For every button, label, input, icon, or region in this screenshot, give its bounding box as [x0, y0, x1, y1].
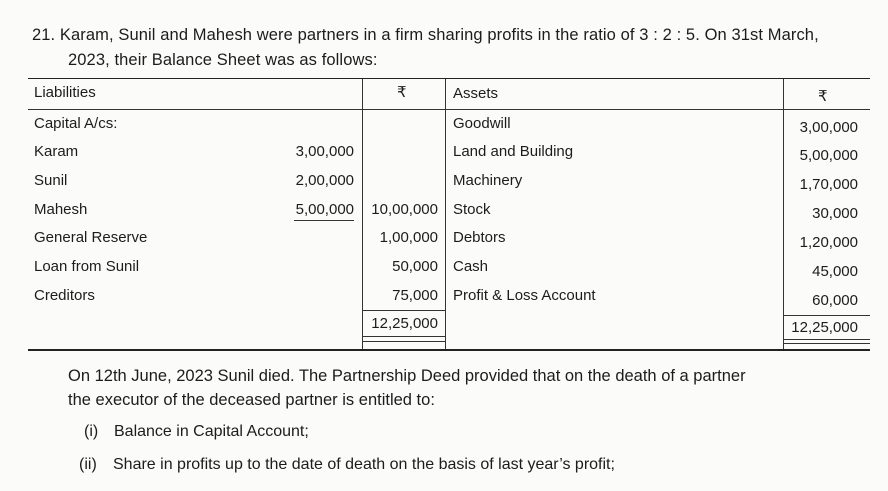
header-liabilities: Liabilities: [34, 84, 96, 101]
total-assets: 12,25,000: [791, 319, 858, 336]
asset-amount: 60,000: [812, 292, 858, 309]
asset-amount: 1,70,000: [799, 176, 858, 193]
item-number: (i): [84, 423, 99, 440]
asset-amount: 5,00,000: [799, 147, 858, 164]
asset-label: Goodwill: [453, 115, 511, 132]
asset-label: Land and Building: [453, 143, 574, 160]
balance-sheet: [28, 78, 870, 351]
narrative-line-2: the executor of the deceased partner is entitled to:: [68, 391, 435, 409]
asset-amount: 45,000: [812, 263, 858, 280]
asset-amount: 3,00,000: [799, 119, 858, 136]
liability-amount: 10,00,000: [371, 201, 438, 218]
header-rupee-liabilities: ₹: [397, 84, 407, 101]
total-rule: [783, 343, 870, 344]
item-text: Balance in Capital Account;: [114, 423, 309, 440]
header-assets: Assets: [453, 85, 499, 102]
header-rupee-assets: ₹: [818, 88, 828, 105]
total-liabilities: 12,25,000: [371, 315, 438, 332]
asset-label: Profit & Loss Account: [453, 287, 596, 304]
question-line-2: 2023, their Balance Sheet was as follows:: [68, 51, 378, 69]
item-text: Share in profits up to the date of death on the basis of last year’s profit;: [113, 456, 615, 473]
asset-label: Debtors: [453, 229, 506, 246]
liability-amount: 1,00,000: [379, 229, 438, 246]
question-line-1: 21. Karam, Sunil and Mahesh were partners in a firm sharing profits in the ratio of 3 : 2 : 5. On 31st March,: [32, 26, 819, 44]
asset-label: Cash: [453, 258, 489, 275]
header-rule: [28, 109, 870, 110]
liability-label: Karam: [34, 143, 79, 160]
capital-amount: 2,00,000: [295, 172, 354, 189]
liability-label: Mahesh: [34, 201, 88, 218]
asset-label: Stock: [453, 201, 491, 218]
narrative-line-1: On 12th June, 2023 Sunil died. The Partnership Deed provided that on the death of a partner: [68, 367, 746, 385]
capital-amount: 5,00,000: [294, 201, 354, 221]
liability-label: Capital A/cs:: [34, 115, 118, 132]
capital-amount: 3,00,000: [295, 143, 354, 160]
asset-amount: 30,000: [812, 205, 858, 222]
total-rule: [783, 339, 870, 340]
total-rule: [783, 315, 870, 316]
asset-amount: 1,20,000: [799, 234, 858, 251]
liability-label: Loan from Sunil: [34, 258, 140, 275]
liability-label: Creditors: [34, 287, 95, 304]
asset-label: Machinery: [453, 172, 523, 189]
entitlement-item: [79, 456, 615, 474]
liability-label: General Reserve: [34, 229, 148, 246]
liability-amount: 50,000: [392, 258, 438, 275]
total-rule: [362, 341, 445, 342]
total-rule: [362, 336, 445, 337]
total-rule: [362, 310, 445, 311]
liability-amount: 75,000: [392, 287, 438, 304]
liability-label: Sunil: [34, 172, 68, 189]
col-divider: [445, 79, 446, 349]
item-number: (ii): [79, 456, 97, 473]
entitlement-item: [84, 423, 309, 441]
